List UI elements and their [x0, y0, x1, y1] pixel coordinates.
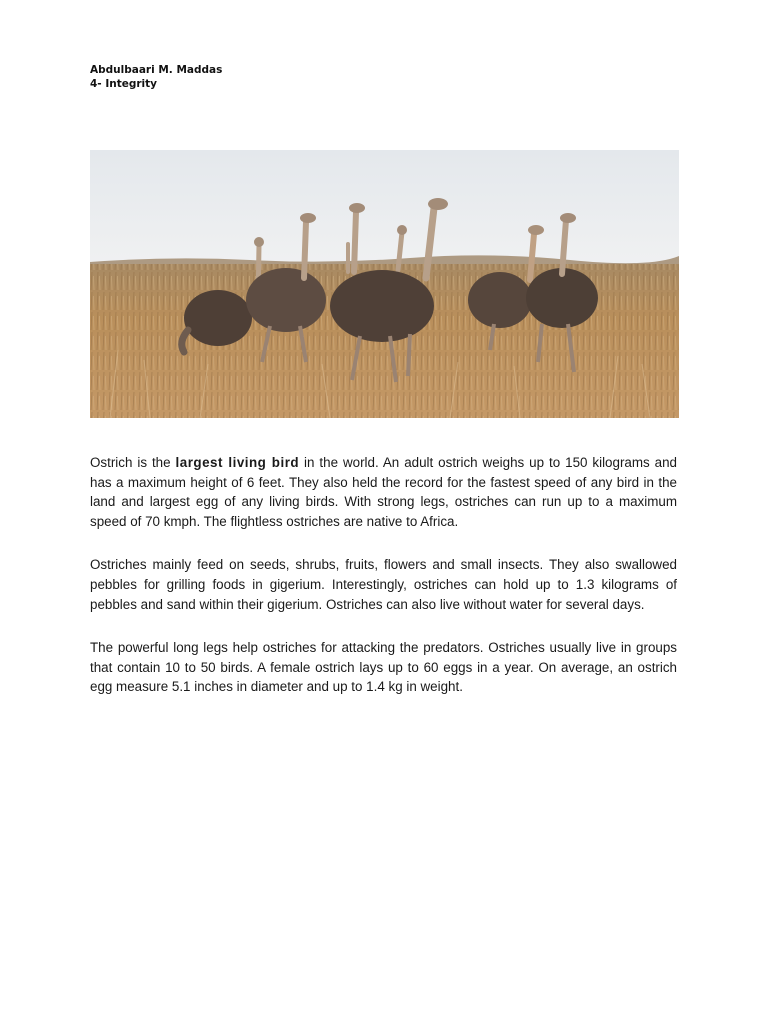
sky — [90, 150, 679, 268]
paragraph-intro — [90, 453, 677, 531]
paragraph-diet: Ostriches mainly feed on seeds, shrubs, fruits, flowers and small insects. They also swallowed pebbles for grilling foods in gigerium. Interestingly, ostriches can hold up to 1.3 kilograms of pebbles and sand within their gigerium. Ostriches can also live without water for several days. — [90, 557, 677, 612]
paragraph-behavior: The powerful long legs help ostriches for attacking the predators. Ostriches usually live in groups that contain 10 to 50 birds. A female ostrich lays up to 60 eggs in a year. On average, an ostrich egg measure 5.1 inches in diameter and up to 1.4 kg in weight. — [90, 640, 677, 695]
author-name: Abdulbaari M. Maddas — [90, 64, 223, 76]
paragraph-intro-lead: Ostrich is the — [90, 455, 176, 470]
paragraph-intro-rest: in the world. An adult ostrich weighs up to 150 kilograms and has a maximum height of 6 feet. They also held the record for the fastest speed of any bird in the land and largest egg of any living birds. With strong legs, ostriches can run up to a maximum speed of 70 kmph. The flightless ostriches are native to Africa. — [90, 455, 677, 529]
document-header — [90, 63, 222, 91]
section-label: 4- Integrity — [90, 78, 157, 90]
ostrich-photo-illustration — [90, 150, 679, 418]
ostrich-photo — [90, 150, 679, 418]
paragraph-intro-emphasis: largest living bird — [175, 455, 300, 470]
document-body — [90, 453, 677, 721]
